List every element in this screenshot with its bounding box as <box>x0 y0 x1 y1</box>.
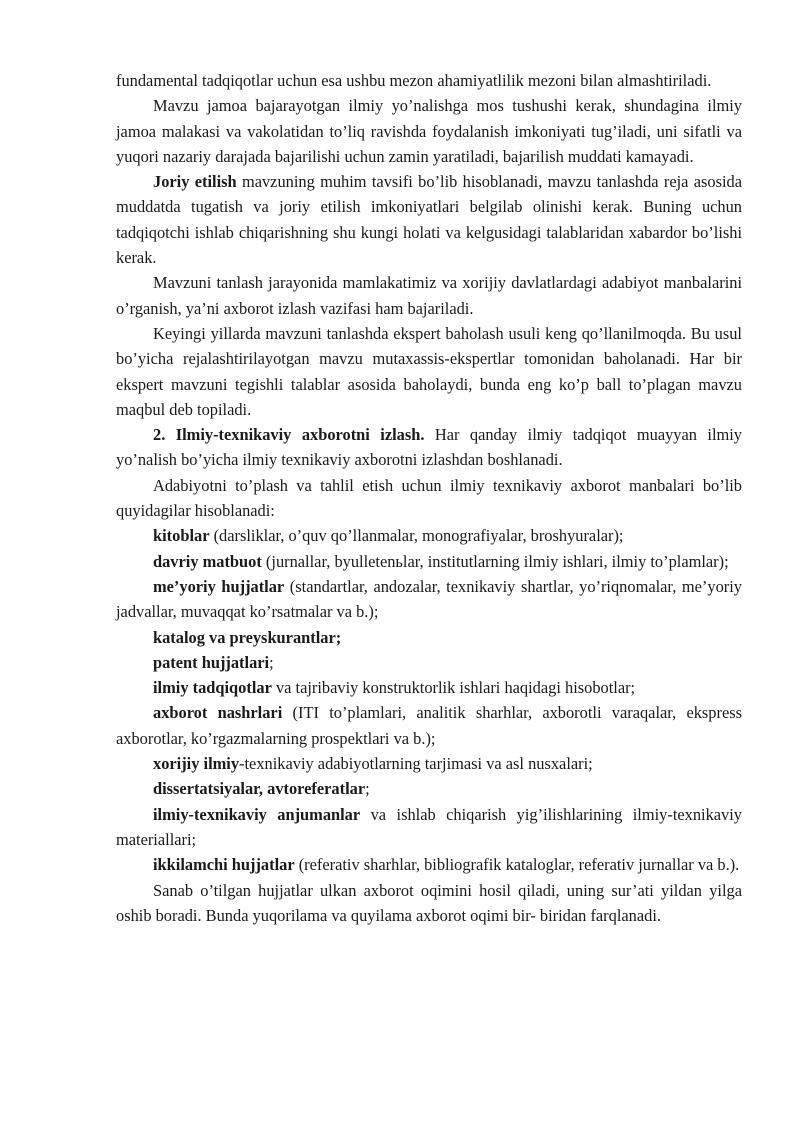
list-item: ikkilamchi hujjatlar (referativ sharhlar, bibliografik kataloglar, referativ jurnallar va b.). <box>153 855 740 875</box>
list-item: katalog va preyskurantlar; <box>153 627 342 647</box>
list-item: patent hujjatlari; <box>153 652 274 672</box>
list-item: davriy matbuot (jurnallar, byulletenьlar, institutlarning ilmiy ishlari, ilmiy to’plamlar); <box>153 551 729 571</box>
list-item: me’yoriy hujjatlar (standartlar, andozalar, texnikaviy shartlar, yo’riqnomalar, me’yoriy jadvallar, muvaqqat ko’rsatmalar va b.); <box>116 576 742 622</box>
list-item: axborot nashrlari (ITI to’plamlari, analitik sharhlar, axborotli varaqalar, ekspress axborotlar, ko’rgazmalarning prospektlari va b.); <box>116 703 742 748</box>
document-page <box>116 68 742 928</box>
paragraph-continuation: fundamental tadqiqotlar uchun esa ushbu mezon ahamiyatlilik mezoni bilan almashtiriladi. <box>116 71 712 90</box>
paragraph-expert-method: Keyingi yillarda mavzuni tanlashda ekspert baholash usuli keng qo’llanilmoqda. Bu usul bo’yicha rejalashtirilayotgan mavzu mutaxassis-ekspertlar tomonidan baholanadi. Har bir ekspert mavzuni tegishli talablar asosida baholaydi, bunda eng ko’p ball to’plagan mavzu maqbul deb topiladi. <box>116 323 742 419</box>
list-item: ilmiy-texnikaviy anjumanlar va ishlab chiqarish yig’ilishlarining ilmiy-texnikaviy materiallari; <box>116 804 743 849</box>
section-heading-info-search: 2. Ilmiy-texnikaviy axborotni izlash. Har qanday ilmiy tadqiqot muayyan ilmiy yo’nalish bo’yicha ilmiy texnikaviy axborotni izlashdan boshlanadi. <box>116 425 742 470</box>
list-item: dissertatsiyalar, avtoreferatlar; <box>153 779 370 799</box>
list-item: xorijiy ilmiy-texnikaviy adabiyotlarning tarjimasi va asl nusxalari; <box>153 754 593 774</box>
paragraph-sources-intro: Adabiyotni to’plash va tahlil etish uchun ilmiy texnikaviy axborot manbalari bo’lib quyidagilar hisoblanadi: <box>116 475 742 521</box>
list-item: ilmiy tadqiqotlar va tajribaviy konstruktorlik ishlari haqidagi hisobotlar; <box>153 678 636 698</box>
paragraph-implementation: Joriy etilish mavzuning muhim tavsifi bo’lib hisoblanadi, mavzu tanlashda reja asosida muddatda tugatish va joriy etilish imkoniyatlari belgilab olinishi kerak. Buning uchun tadqiqotchi ishlab chiqarishning shu kungi holati va kelgusidagi talablaridan xabardor bo’lishi kerak. <box>116 172 743 268</box>
list-item: kitoblar (darsliklar, o’quv qo’llanmalar, monografiyalar, broshyuralar); <box>153 526 624 546</box>
paragraph-topic-fit: Mavzu jamoa bajarayotgan ilmiy yo’nalishga mos tushushi kerak, shundagina ilmiy jamoa malakasi va vakolatidan to’liq ravishda foydalanish imkoniyati tug’iladi, uni sifatli va yuqori nazariy darajada bajarilishi uchun zamin yaratiladi, bajarilish muddati kamayadi. <box>116 96 742 166</box>
section-title: 2. Ilmiy-texnikaviy axborotni izlash. <box>153 425 425 445</box>
paragraph-conclusion: Sanab o’tilgan hujjatlar ulkan axborot oqimini hosil qiladi, uning sur’ati yildan yilga oshib boradi. Bunda yuqorilama va quyilama axborot oqimi bir- biridan farqlanadi. <box>116 880 742 925</box>
term-bold: Joriy etilish <box>153 172 237 192</box>
paragraph-literature-study: Mavzuni tanlash jarayonida mamlakatimiz va xorijiy davlatlardagi adabiyot manbalarini o’rganish, ya’ni axborot izlash vazifasi ham bajariladi. <box>116 273 742 318</box>
